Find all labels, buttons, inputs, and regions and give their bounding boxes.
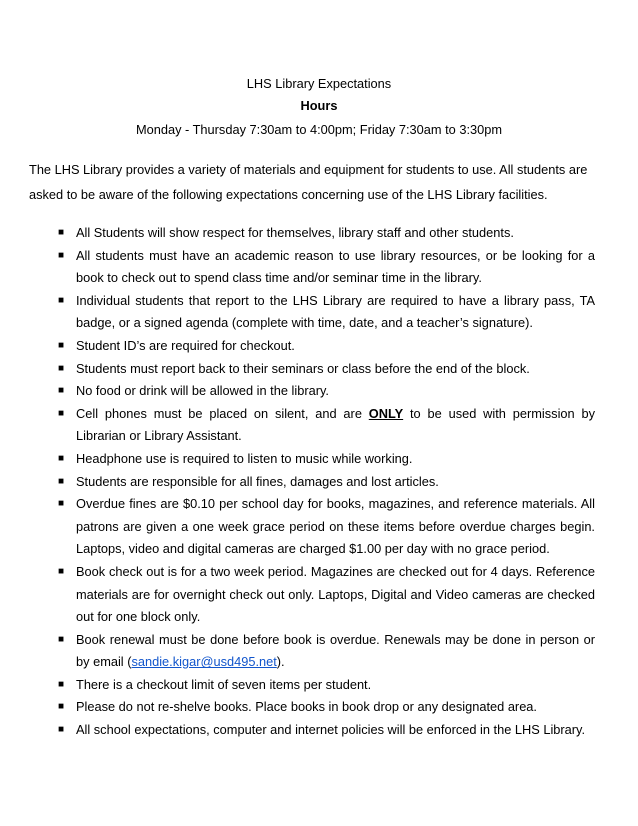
list-item-cell-phones xyxy=(29,403,595,448)
list-item xyxy=(29,448,595,471)
list-item-text: All school expectations, computer and internet policies will be enforced in the LHS Library. xyxy=(76,722,586,738)
emphasis-only: ONLY xyxy=(368,405,404,421)
bullet-icon: ■ xyxy=(58,407,65,419)
bullet-icon: ■ xyxy=(58,565,65,577)
list-item-text: Students are responsible for all fines, damages and lost articles. xyxy=(76,473,439,489)
bullet-icon: ■ xyxy=(58,633,65,645)
intro-paragraph: The LHS Library provides a variety of materials and equipment for students to use. All students are asked to be aware of the following expectations concerning use of the LHS Library facilities. xyxy=(29,162,588,202)
list-item-text: No food or drink will be allowed in the library. xyxy=(76,383,329,399)
bullet-icon: ■ xyxy=(58,452,65,464)
list-item-text: All Students will show respect for themselves, library staff and other students. xyxy=(76,225,514,240)
list-item-text: Overdue fines are $0.10 per school day for books, magazines, and reference materials. All patrons are given a one week grace period on these items before overdue charges begin. Laptops, video and digital cameras are charged $1.00 per day with no grace period. xyxy=(76,496,595,557)
bullet-icon: ■ xyxy=(58,385,65,397)
bullet-icon: ■ xyxy=(58,294,65,306)
document-title: LHS Library Expectations xyxy=(246,76,392,91)
list-item-text: Book renewal must be done before book is overdue. Renewals may be done in person or by email ( xyxy=(76,631,595,670)
list-item-text: Individual students that report to the LHS Library are required to have a library pass, TA badge, or a signed agenda (complete with time, date, and a teacher’s signature). xyxy=(76,292,595,331)
list-item xyxy=(29,719,595,742)
bullet-icon: ■ xyxy=(58,498,65,510)
list-item-text: ). xyxy=(276,654,285,670)
list-item-text: Students must report back to their seminars or class before the end of the block. xyxy=(76,360,530,376)
list-item xyxy=(29,290,595,335)
hours-schedule: Monday - Thursday 7:30am to 4:00pm; Friday 7:30am to 3:30pm xyxy=(135,122,503,137)
list-item-text: Student ID’s are required for checkout. xyxy=(76,337,295,353)
bullet-icon: ■ xyxy=(58,701,65,713)
list-item-text: There is a checkout limit of seven items per student. xyxy=(76,676,372,692)
bullet-icon: ■ xyxy=(58,724,65,736)
list-item-text: to be used with permission by Librarian or Library Assistant. xyxy=(76,405,595,444)
list-item-text: Cell phones must be placed on silent, and are xyxy=(76,405,369,421)
list-item-text: Headphone use is required to listen to music while working. xyxy=(76,450,413,466)
list-item xyxy=(29,674,595,697)
list-item xyxy=(29,561,595,629)
expectations-list xyxy=(29,222,595,742)
hours-heading: Hours xyxy=(300,98,338,113)
list-item-text: All students must have an academic reason to use library resources, or be looking for a book to check out to spend class time and/or seminar time in the library. xyxy=(76,247,595,286)
bullet-icon: ■ xyxy=(58,227,65,238)
list-item xyxy=(29,696,595,719)
bullet-icon: ■ xyxy=(58,249,65,261)
list-item xyxy=(29,245,595,290)
list-item xyxy=(29,222,595,245)
email-link[interactable]: sandie.kigar@usd495.net xyxy=(131,654,277,670)
list-item-text: Book check out is for a two week period. Magazines are checked out for 4 days. Reference materials are for overnight check out only. Laptops, Digital and Video cameras are checked out for one block only. xyxy=(76,563,595,625)
list-item xyxy=(29,358,595,381)
list-item xyxy=(29,493,595,561)
list-item xyxy=(29,471,595,494)
list-item xyxy=(29,380,595,403)
bullet-icon: ■ xyxy=(58,362,65,374)
bullet-icon: ■ xyxy=(58,339,65,351)
list-item xyxy=(29,335,595,358)
list-item-renewal xyxy=(29,629,595,674)
list-item-text: Please do not re-shelve books. Place books in book drop or any designated area. xyxy=(76,699,537,715)
bullet-icon: ■ xyxy=(58,678,65,690)
bullet-icon: ■ xyxy=(58,475,65,487)
